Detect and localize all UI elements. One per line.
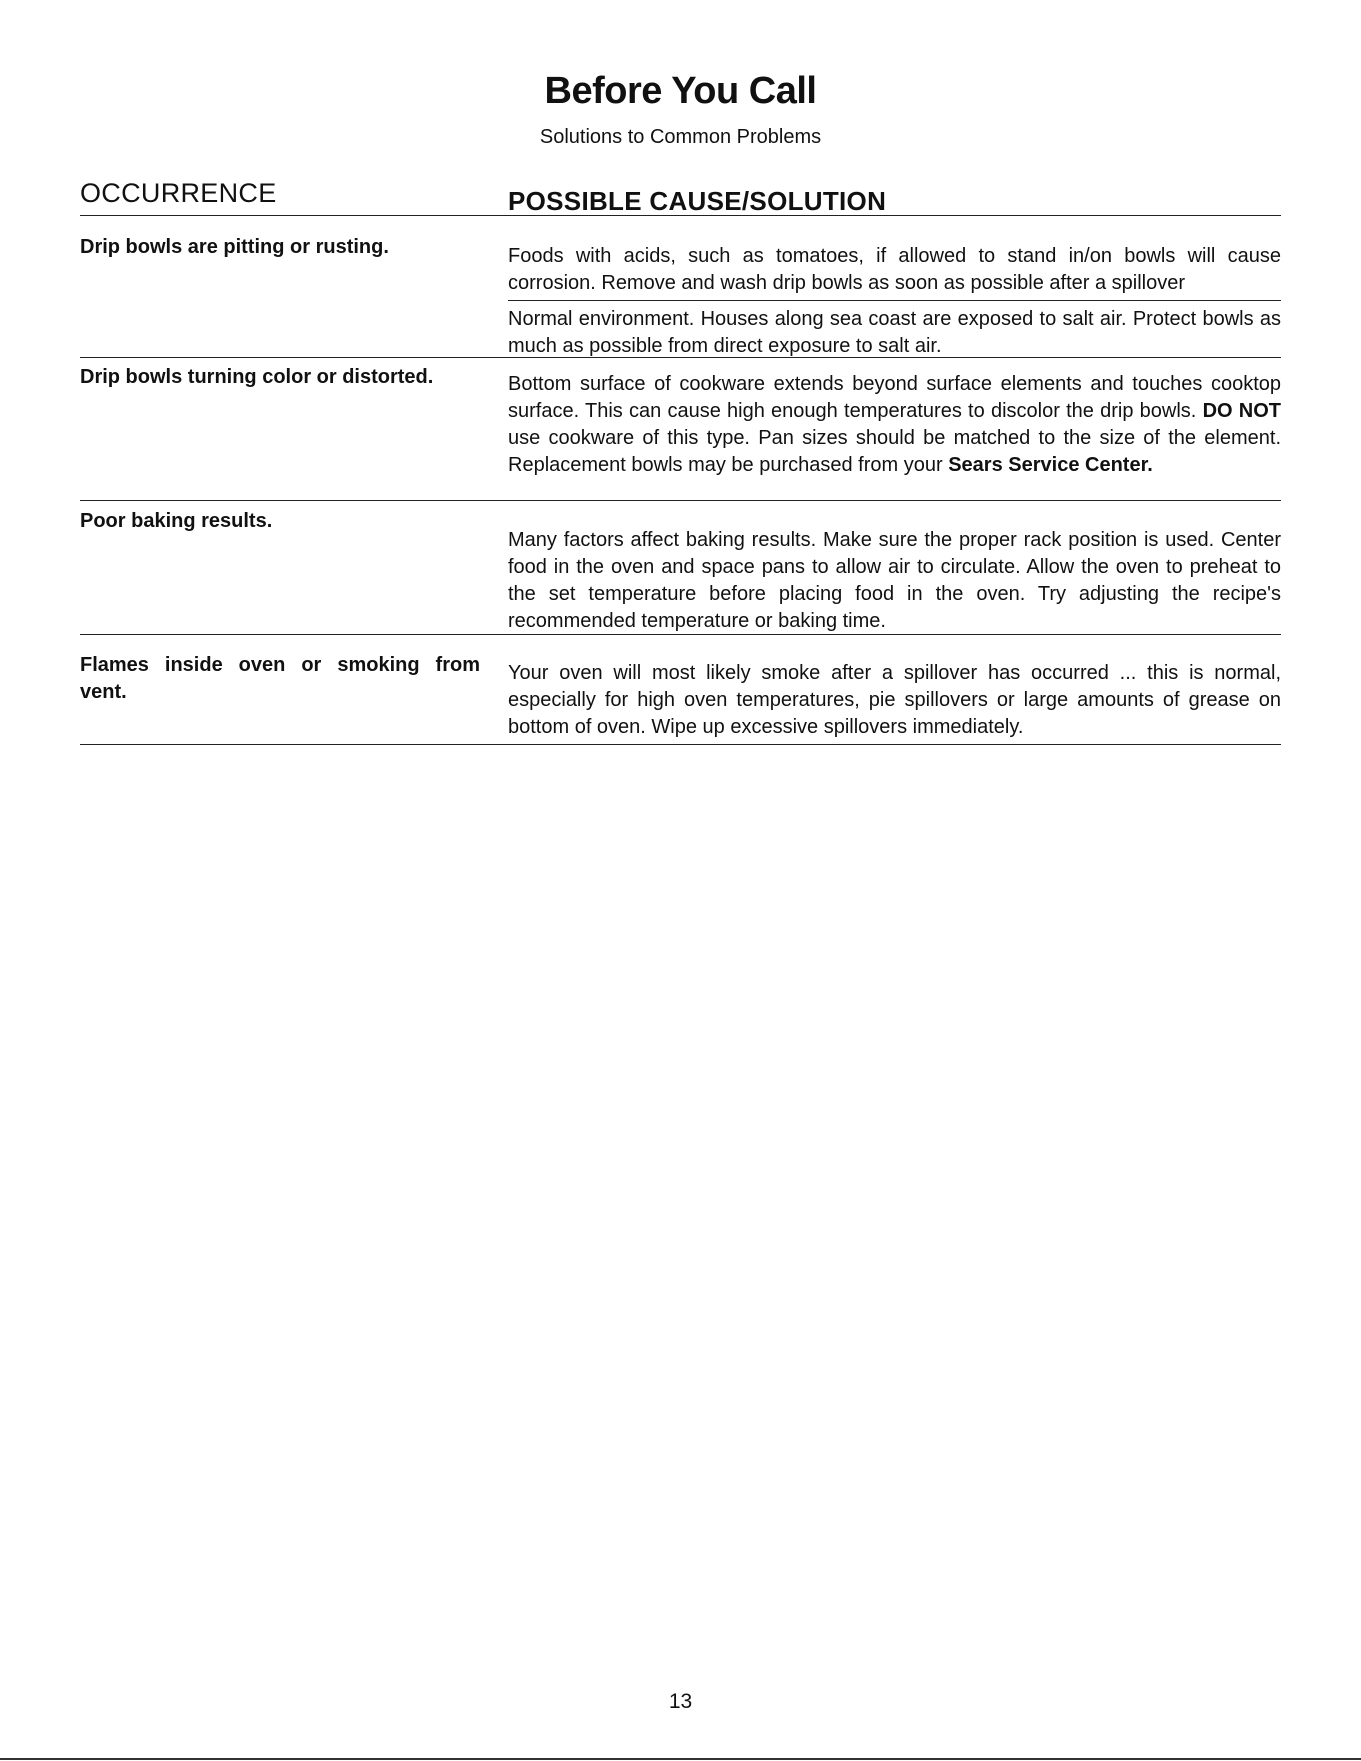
occurrence-flames-smoking: Flames inside oven or smoking from vent. — [80, 654, 480, 703]
sears-service-center: Sears Service Center. — [948, 454, 1153, 476]
row-divider — [80, 357, 1281, 358]
solution-cookware-size — [508, 371, 1281, 479]
solution-cookware-text-1: Bottom surface of cookware extends beyond surface elements and touches cooktop surface. This can cause high enough temperatures to discolor the drip bowls. — [508, 373, 1281, 422]
cause-column-heading: POSSIBLE CAUSE/SOLUTION — [508, 186, 887, 216]
do-not-emphasis: DO NOT — [1202, 400, 1281, 422]
page-subtitle: Solutions to Common Problems — [539, 126, 822, 148]
occurrence-drip-bowls-color: Drip bowls turning color or distorted. — [80, 366, 434, 388]
occurrence-column-heading: OCCURRENCE — [80, 178, 277, 208]
solution-spillover-smoke: Your oven will most likely smoke after a spillover has occurred ... this is normal, especially for high oven temperatures, pie spillovers or large amounts of grease on bottom of oven. Wipe up excessive spillovers immediately. — [508, 662, 1281, 738]
solution-baking-results: Many factors affect baking results. Make sure the proper rack position is used. Center food in the oven and space pans to allow air to circulate. Allow the oven to preheat to the set temperature before placing food in the oven. Try adjusting the recipe's recommended temperature or baking time. — [508, 529, 1281, 632]
solution-cookware-text-2: use cookware of this type. Pan sizes should be matched to the size of the element. Replacement bowls may be purchased from your — [508, 427, 1281, 476]
row-divider — [80, 500, 1281, 501]
occurrence-poor-baking: Poor baking results. — [80, 510, 273, 532]
row-divider — [80, 744, 1281, 745]
occurrence-drip-bowls-pitting: Drip bowls are pitting or rusting. — [80, 236, 389, 258]
solution-acid-foods: Foods with acids, such as tomatoes, if allowed to stand in/on bowls will cause corrosion. Remove and wash drip bowls as soon as possible after a spillover — [508, 245, 1281, 294]
row-divider — [80, 634, 1281, 635]
page-number: 13 — [668, 1690, 693, 1713]
sub-divider — [508, 300, 1281, 301]
page-bottom-edge — [0, 1758, 1361, 1760]
header-divider — [80, 215, 1281, 216]
solution-salt-air: Normal environment. Houses along sea coast are exposed to salt air. Protect bowls as much as possible from direct exposure to salt air. — [508, 308, 1281, 357]
page-title: Before You Call — [544, 70, 817, 112]
